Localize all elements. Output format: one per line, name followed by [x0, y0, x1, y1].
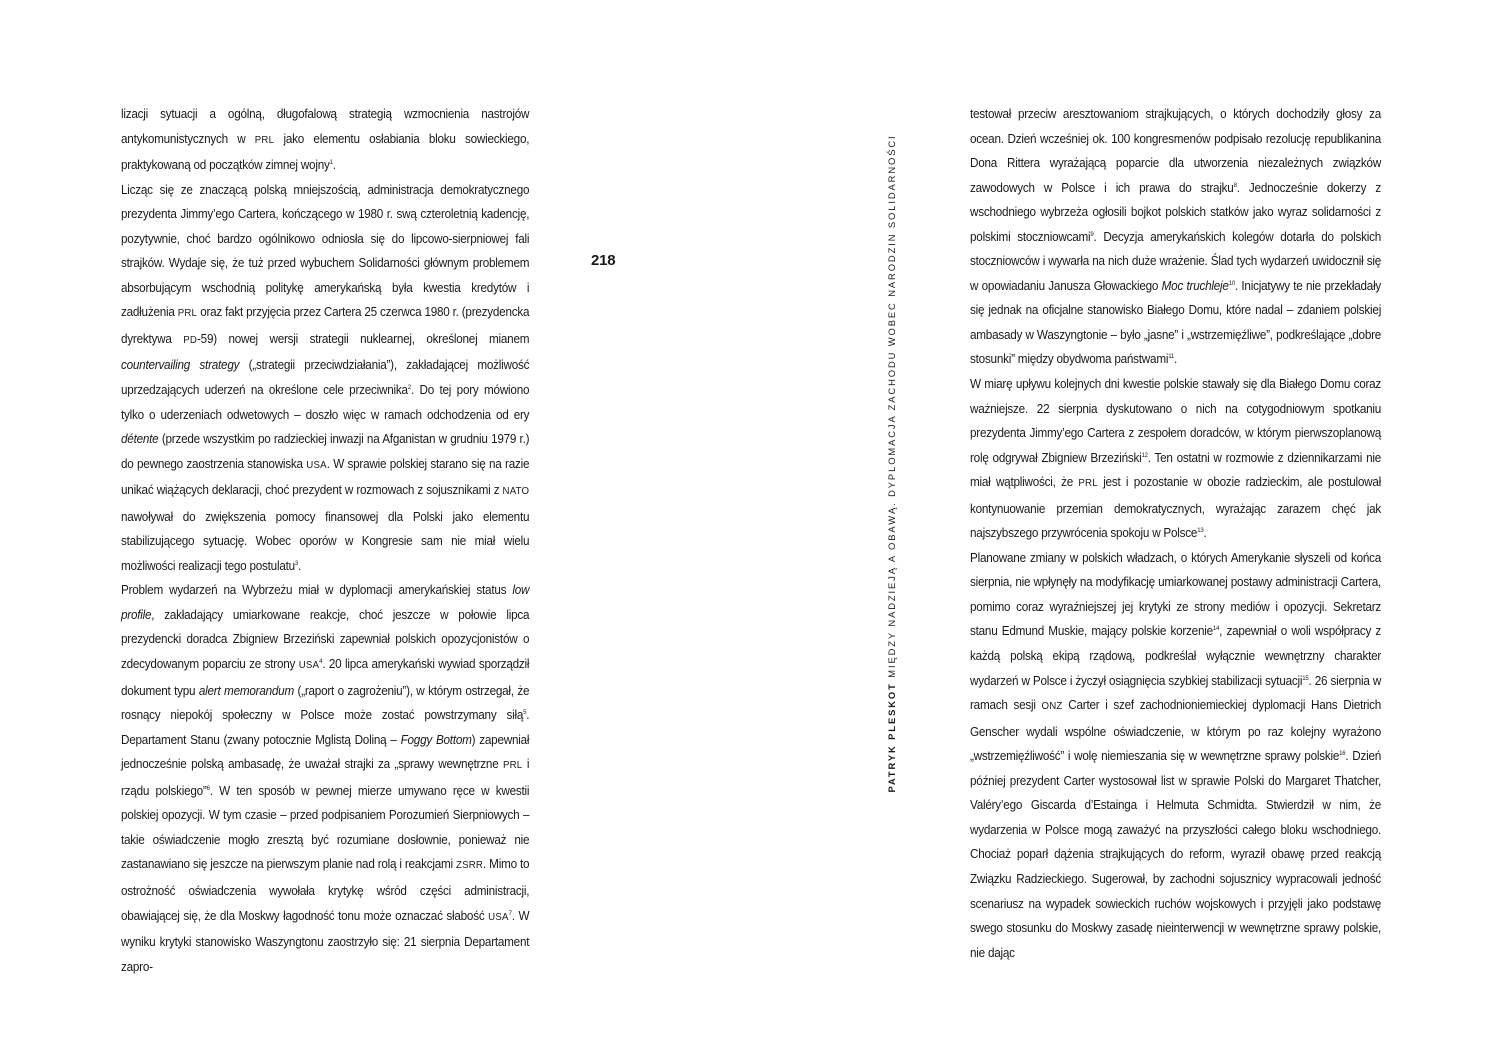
footnote-marker: 14: [1212, 625, 1220, 633]
right-paragraph-1: testował przeciw aresztowaniom strajkujących, o których dochodziły głosy za ocean. Dzień wcześniej ok. 100 kongresmenów podpisało rezolucję republikanina Dona Rittera wyrażającą poparcie dla utworzenia niezależnych związków zawodowych w Polsce i ich prawa do strajku$^8$. Jednocześnie dokerzy z wschodniego wybrzeża ogłosili bojkot polskich statków jako wyraz solidarności z polskimi stoczniowcami$^9$. Decyzja amerykańskich kolegów dotarła do polskich stoczniowców i wywarła na nich duże wrażenie. Ślad tych wydarzeń uwidocznił się w opowiadaniu Janusza Głowackiego Moc truchleje$^{10}$. Inicjatywy te nie przekładały się jednak na oficjalne stanowisko Białego Domu, które nadal – zdaniem polskiej ambasady w Waszyngtonie – było „jasne” i „wstrzemięźliwe”, podkreślające „dobre stosunki” między obydwoma państwami$^{11}$.: [970, 107, 1382, 367]
left-paragraph-2: Licząc się ze znaczącą polską mniejszością, administracja demokratycznego prezydenta Jimmy’ego Cartera, kończącego w 1980 r. swą czteroletnią kadencję, pozytywnie, choć bardzo ogólnikowo odniosła się do lipcowo-sierpniowej fali strajków. Wydaje się, że tuż przed wybuchem Solidarności głównym problemem absorbującym wschodnią politykę amerykańską była kwestia kredytów i zadłużenia PRL oraz fakt przyjęcia przez Cartera 25 czerwca 1980 r. (prezydencka dyrektywa PD-59) nowej wersji strategii nuklearnej, określonej mianem countervailing strategy („strategii przeciwdziałania”), zakładającej możliwość uprzedzających uderzeń na określone cele przeciwnika$^2$. Do tej pory mówiono tylko o uderzeniach odwetowych – doszło więc w ramach odchodzenia od ery détente (przede wszystkim po radzieckiej inwazji na Afganistan w grudniu 1979 r.) do pewnego zaostrzenia stanowiska USA. W sprawie polskiej starano się na razie unikać wiążących deklaracji, choć prezydent w rozmowach z sojusznikami z NATO nawoływał do zwiększenia pomocy finansowej dla Polski jako elementu stabilizującego sytuację. Wobec oporów w Kongresie sam nie miał wielu możliwości realizacji tego postulatu$^3$.: [121, 182, 530, 573]
footnote-marker: 8: [1233, 181, 1237, 189]
footnote-marker: 5: [523, 709, 527, 717]
running-head: [882, 105, 902, 822]
footnote-marker: 6: [206, 784, 210, 792]
footnote-marker: 2: [407, 384, 411, 392]
right-text-column: [970, 102, 1381, 965]
right-paragraph-2: W miarę upływu kolejnych dni kwestie polskie stawały się dla Białego Domu coraz ważniejsze. 22 sierpnia dyskutowano o nich na cotygodniowym spotkaniu prezydenta Jimmy’ego Cartera z zespołem doradców, w którym pierwszoplanową rolę odgrywał Zbigniew Brzeziński$^{12}$. Ten ostatni w rozmowie z dziennikarzami nie miał wątpliwości, że PRL jest i pozostanie w obozie radzieckim, ale postulował kontynuowanie przemian demokratycznych, wyrażając zarazem chęć jak najszybszego przywrócenia spokoju w Polsce$^{13}$.: [970, 377, 1382, 541]
footnote-marker: 7: [508, 909, 512, 917]
running-head-author: PATRYK PLESKOT: [886, 682, 897, 793]
left-paragraph-3: Problem wydarzeń na Wybrzeżu miał w dyplomacji amerykańskiej status low profile, zakładający umiarkowane reakcje, choć jeszcze w połowie lipca prezydencki doradca Zbigniew Brzeziński zapewniał polskich opozycjonistów o zdecydowanym poparciu ze strony USA$^4$. 20 lipca amerykański wywiad sporządził dokument typu alert memorandum („raport o zagrożeniu”), w którym ostrzegał, że rosnący niepokój społeczny w Polsce może zostać powstrzymany siłą$^5$. Departament Stanu (zwany potocznie Mglistą Doliną – Foggy Bottom) zapewniał jednocześnie polską ambasadę, że uważał strajki za „sprawy wewnętrzne PRL i rządu polskiego”$^6$. W ten sposób w pewnej mierze umywano ręce w kwestii polskiej opozycji. W tym czasie – przed podpisaniem Porozumień Sierpniowych – takie oświadczenie mogło zresztą być rozumiane dosłownie, ponieważ nie zastanawiano się jeszcze na pierwszym planie nad rolą i reakcjami ZSRR. Mimo to ostrożność oświadczenia wywołała krytykę wśród części administracji, obawiającej się, że dla Moskwy łagodność tonu może oznaczać słabość USA$^7$. W wyniku krytyki stanowisko Waszyngtonu zaostrzyło się: 21 sierpnia Departament zapro-: [121, 583, 530, 974]
page-number: 218: [591, 252, 616, 269]
footnote-marker: 3: [294, 559, 299, 567]
left-paragraph-1: lizacji sytuacji a ogólną, długofalową strategią wzmocnienia nastrojów antykomunistycznych w PRL jako elementu osłabiania bloku sowieckiego, praktykowaną od początków zimnej wojny$^1$.: [121, 107, 530, 173]
footnote-marker: 12: [1141, 451, 1148, 459]
footnote-marker: 15: [1302, 674, 1309, 682]
left-text-column: [121, 102, 529, 979]
footnote-marker: 16: [1339, 750, 1346, 758]
footnote-marker: 4: [319, 658, 323, 666]
footnote-marker: 13: [1197, 527, 1204, 535]
footnote-marker: 1: [329, 159, 333, 167]
running-head-title: MIĘDZY NADZIEJĄ A OBAWĄ. DYPLOMACJA ZACHODU WOBEC NARODZIN SOLIDARNOŚCI: [886, 134, 897, 678]
footnote-marker: 10: [1228, 279, 1235, 287]
right-paragraph-3: Planowane zmiany w polskich władzach, o których Amerykanie słyszeli od końca sierpnia, nie wpłynęły na modyfikację umiarkowanej postawy administracji Cartera, pomimo coraz wyraźniejszej jej krytyki ze strony mediów i opozycji. Sekretarz stanu Edmund Muskie, mający polskie korzenie$^{14}$, zapewniał o woli współpracy z każdą polską ekipą rządową, podkreślał wyłącznie wewnętrzny charakter wydarzeń w Polsce i życzył osiągnięcia szybkiej stabilizacji sytuacji$^{15}$. 26 sierpnia w ramach sesji ONZ Carter i szef zachodnioniemieckiej dyplomacji Hans Dietrich Genscher wydali wspólne oświadczenie, w którym po raz kolejny wyrażono „wstrzemięźliwość” i wolę niemieszania się w wewnętrzne sprawy polskie$^{16}$. Dzień później prezydent Carter wystosował list w sprawie Polski do Margaret Thatcher, Valéry’ego Giscarda d’Estainga i Helmuta Schmidta. Stwierdził w nim, że wydarzenia w Polsce mogą zaważyć na przyszłości całego bloku wschodniego. Chociaż poparł dążenia strajkujących do reform, wyraził obawę przed reakcją Związku Radzieckiego. Sugerował, by zachodni sojusznicy wypracowali jedność scenariusz na wypadek sowieckich ruchów wojskowych i przyjęli jako podstawę swego stosunku do Moskwy zasadę nieinterwencji w wewnętrzne sprawy polskie, nie dając: [970, 550, 1382, 960]
footnote-marker: 11: [1168, 353, 1175, 361]
footnote-marker: 9: [1090, 230, 1094, 238]
